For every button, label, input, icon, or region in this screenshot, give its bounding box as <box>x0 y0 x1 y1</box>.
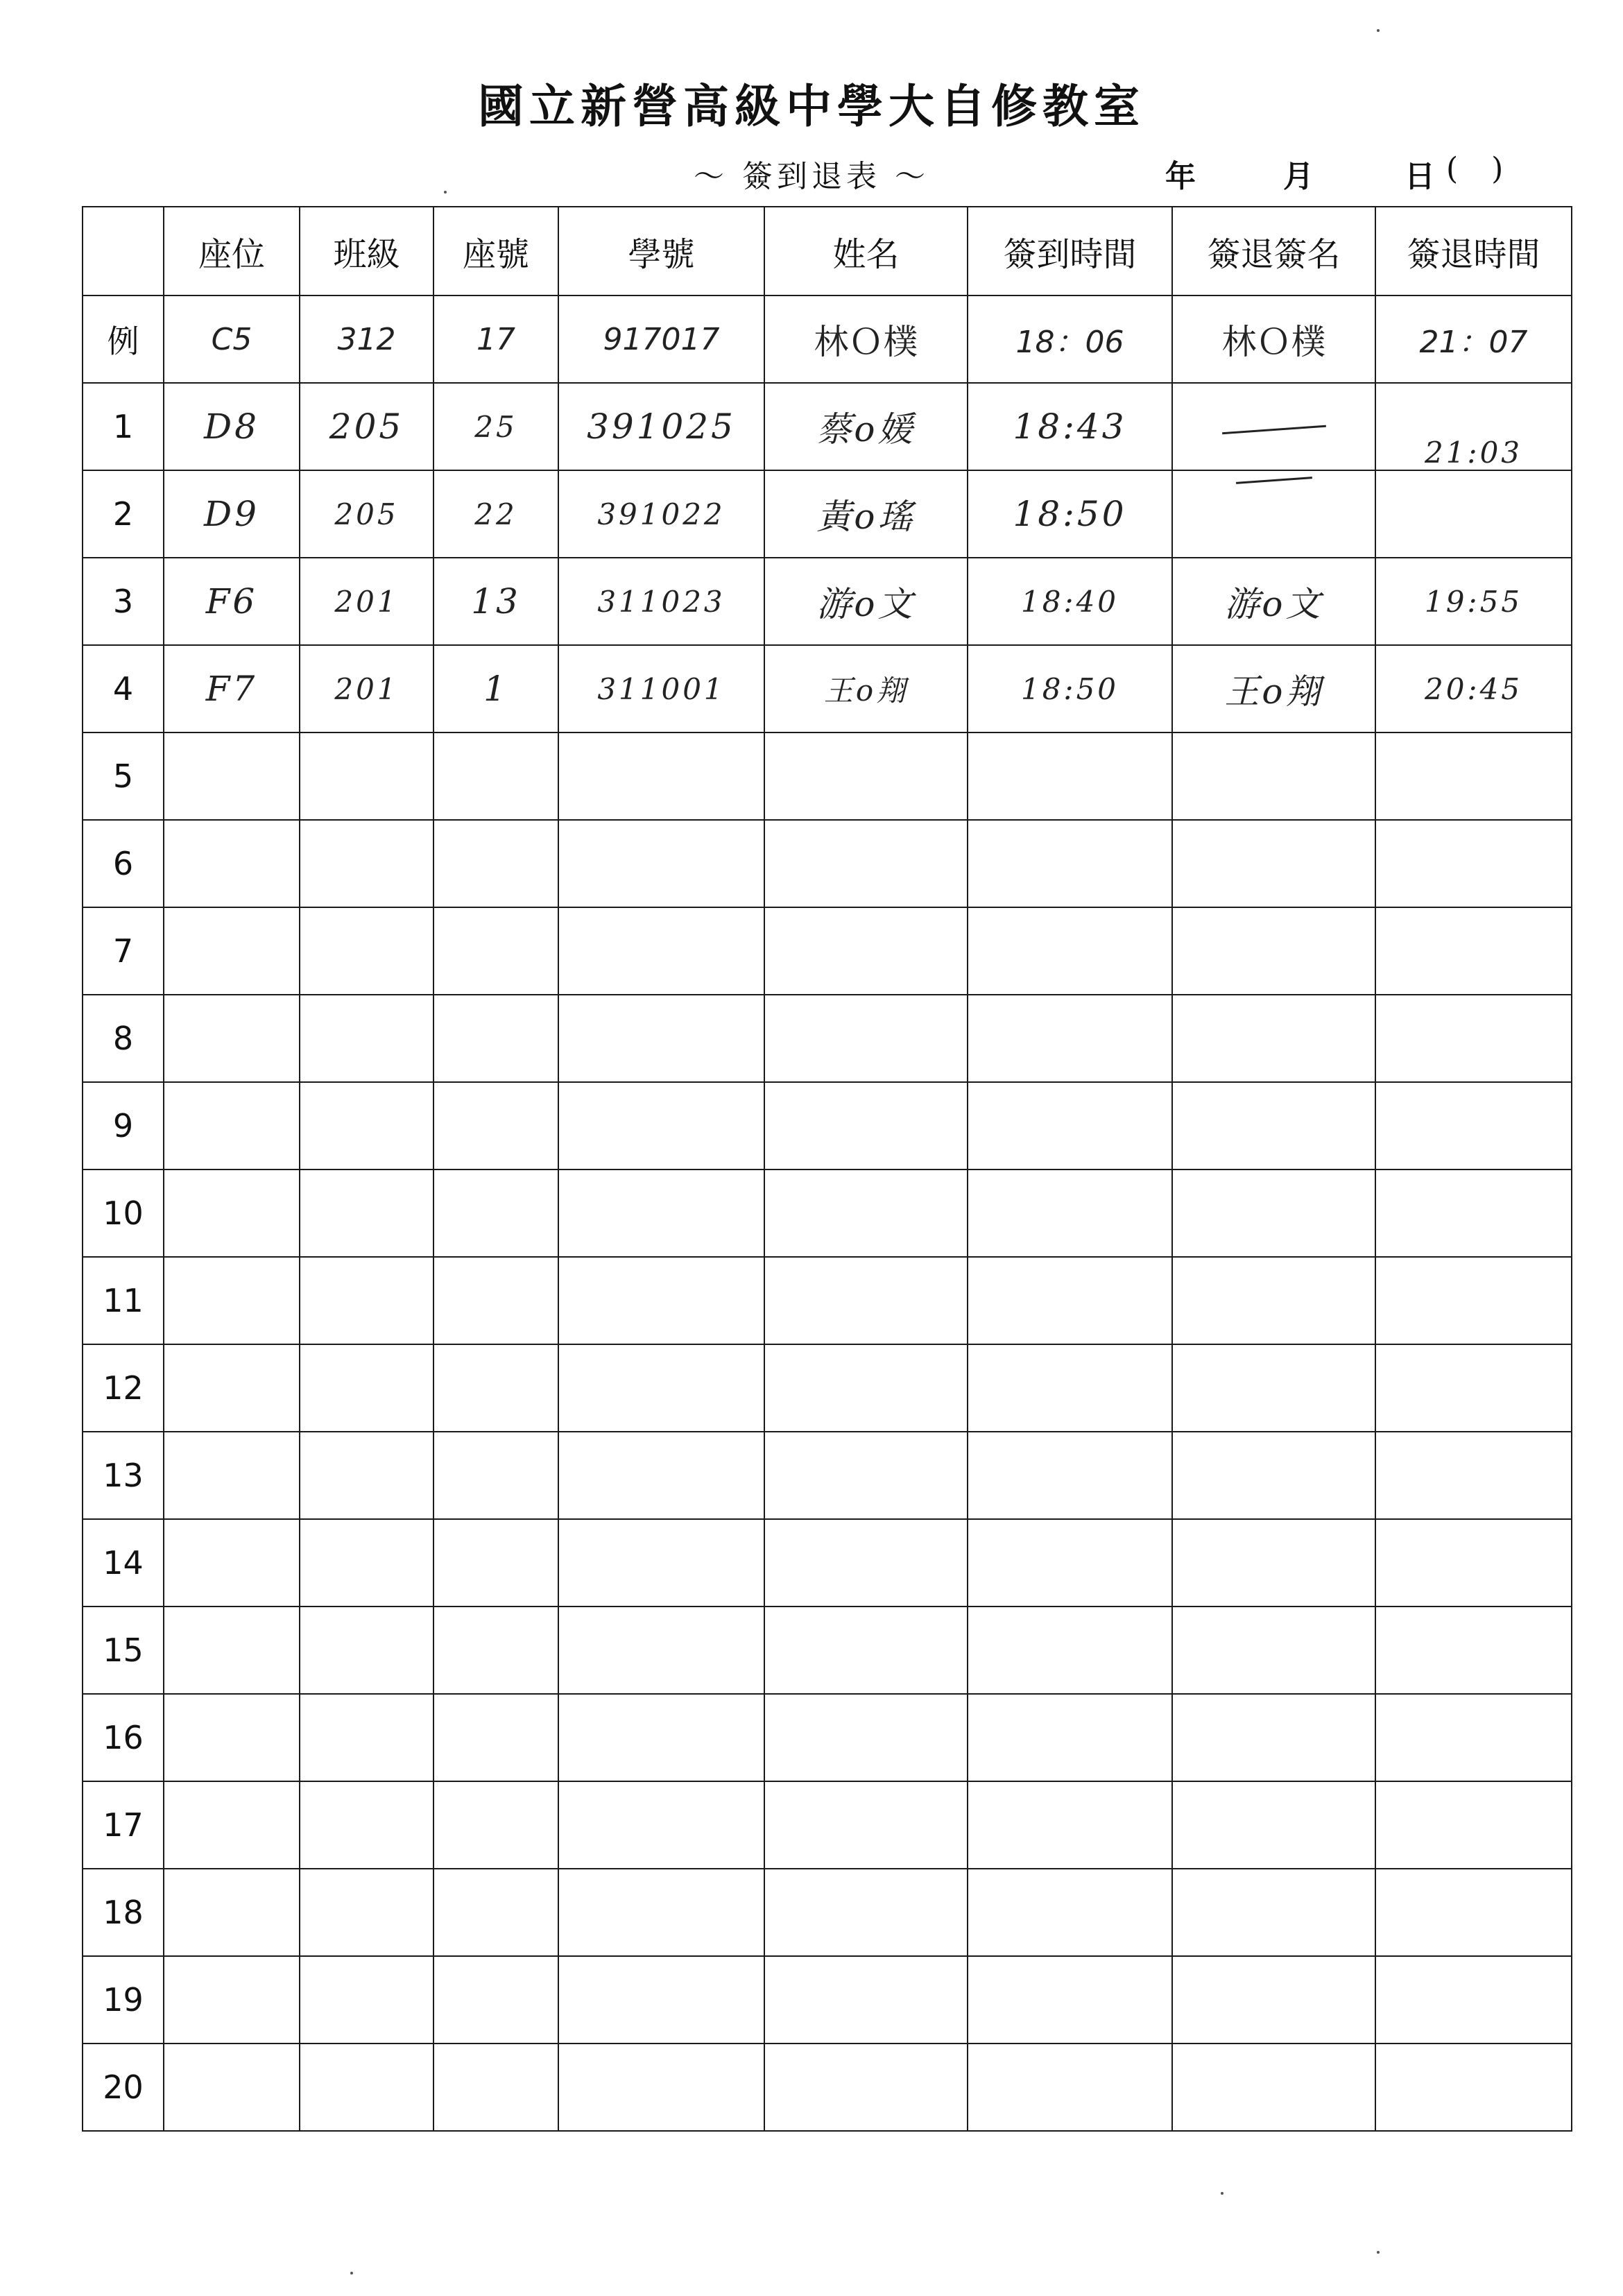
table-row <box>83 1519 1572 1607</box>
class-cell <box>300 1694 433 1781</box>
table-row <box>83 995 1572 1082</box>
checkout-time-cell <box>1375 470 1572 558</box>
example-checkin: 18：06 <box>968 295 1172 383</box>
checkout-time-cell <box>1375 733 1572 820</box>
checkout-sign-cell <box>1172 1781 1375 1869</box>
table-row <box>83 1257 1572 1344</box>
student-id-cell: 391025 <box>558 383 764 470</box>
row-number: 6 <box>83 820 164 907</box>
name-cell <box>764 1257 968 1344</box>
name-cell <box>764 1170 968 1257</box>
example-label: 例 <box>83 295 164 383</box>
row-number: 13 <box>83 1432 164 1519</box>
student-id-cell: 311001 <box>558 645 764 733</box>
table-row <box>83 820 1572 907</box>
checkout-time-cell <box>1375 1519 1572 1607</box>
seat-cell <box>164 1607 300 1694</box>
checkout-sign-cell <box>1172 1170 1375 1257</box>
class-cell <box>300 1082 433 1170</box>
checkout-time-cell: 19:55 <box>1375 558 1572 645</box>
class-cell: 205 <box>300 383 433 470</box>
header-checkout-time: 簽退時間 <box>1375 207 1572 295</box>
seat-cell <box>164 1082 300 1170</box>
example-checkout-sign: 林Ｏ樸 <box>1172 295 1375 383</box>
table-row <box>83 1694 1572 1781</box>
example-name: 林Ｏ樸 <box>764 295 968 383</box>
seat-cell <box>164 995 300 1082</box>
seat-no-cell: 1 <box>433 645 558 733</box>
class-cell <box>300 2044 433 2131</box>
student-id-cell <box>558 907 764 995</box>
checkout-sign-cell <box>1172 995 1375 1082</box>
signin-table <box>82 206 1572 2132</box>
class-cell <box>300 1869 433 1956</box>
checkin-cell <box>968 733 1172 820</box>
seat-no-cell <box>433 1432 558 1519</box>
row-number: 15 <box>83 1607 164 1694</box>
checkin-cell <box>968 1257 1172 1344</box>
header-student-id: 學號 <box>558 207 764 295</box>
signature-stroke <box>1236 477 1312 484</box>
scan-speck <box>1377 29 1380 32</box>
checkout-time-cell <box>1375 1170 1572 1257</box>
seat-cell: D8 <box>164 383 300 470</box>
row-number: 12 <box>83 1344 164 1432</box>
date-month-label: 月 <box>1283 159 1314 194</box>
checkout-sign-cell <box>1172 2044 1375 2131</box>
seat-cell: F7 <box>164 645 300 733</box>
name-cell: 王o翔 <box>764 645 968 733</box>
student-id-cell <box>558 1607 764 1694</box>
checkout-time-cell <box>1375 995 1572 1082</box>
class-cell: 201 <box>300 558 433 645</box>
example-row <box>83 295 1572 383</box>
checkout-sign-cell <box>1172 1956 1375 2044</box>
table-row <box>83 1170 1572 1257</box>
signature-stroke <box>1222 425 1326 434</box>
student-id-cell: 391022 <box>558 470 764 558</box>
class-cell: 205 <box>300 470 433 558</box>
table-row <box>83 1432 1572 1519</box>
row-number: 8 <box>83 995 164 1082</box>
page-title: 國立新營高級中學大自修教室 <box>478 79 1145 133</box>
seat-cell <box>164 733 300 820</box>
row-number: 3 <box>83 558 164 645</box>
table-row <box>83 2044 1572 2131</box>
seat-no-cell <box>433 820 558 907</box>
table-row <box>83 1956 1572 2044</box>
checkout-sign-cell <box>1172 1607 1375 1694</box>
checkout-sign-cell <box>1172 1432 1375 1519</box>
seat-no-cell <box>433 1694 558 1781</box>
class-cell <box>300 733 433 820</box>
seat-cell <box>164 1781 300 1869</box>
seat-no-cell: 25 <box>433 383 558 470</box>
checkout-time-cell <box>1375 1781 1572 1869</box>
student-id-cell <box>558 2044 764 2131</box>
seat-no-cell <box>433 995 558 1082</box>
student-id-cell <box>558 1519 764 1607</box>
seat-cell: F6 <box>164 558 300 645</box>
example-checkout-time: 21：07 <box>1375 295 1572 383</box>
checkin-cell: 18:40 <box>968 558 1172 645</box>
checkout-time-cell <box>1375 1082 1572 1170</box>
checkout-time-cell <box>1375 1694 1572 1781</box>
name-cell <box>764 733 968 820</box>
checkout-sign-cell <box>1172 1257 1375 1344</box>
row-number: 11 <box>83 1257 164 1344</box>
student-id-cell <box>558 1781 764 1869</box>
name-cell: 黃o瑤 <box>764 470 968 558</box>
table-row <box>83 558 1572 645</box>
table-row <box>83 1082 1572 1170</box>
checkout-time-cell <box>1375 2044 1572 2131</box>
checkout-sign-cell <box>1172 1519 1375 1607</box>
class-cell <box>300 1607 433 1694</box>
seat-cell <box>164 1956 300 2044</box>
header-name: 姓名 <box>764 207 968 295</box>
name-cell <box>764 1519 968 1607</box>
name-cell <box>764 907 968 995</box>
checkin-cell <box>968 1869 1172 1956</box>
checkout-sign-cell <box>1172 470 1375 558</box>
student-id-cell <box>558 1956 764 2044</box>
seat-cell <box>164 820 300 907</box>
scan-speck <box>350 2272 353 2274</box>
seat-no-cell <box>433 733 558 820</box>
checkout-sign-cell <box>1172 383 1375 470</box>
name-cell <box>764 1869 968 1956</box>
seat-cell <box>164 1344 300 1432</box>
student-id-cell <box>558 1344 764 1432</box>
student-id-cell <box>558 1082 764 1170</box>
row-number: 7 <box>83 907 164 995</box>
seat-no-cell <box>433 1257 558 1344</box>
class-cell <box>300 1956 433 2044</box>
checkout-time-cell: 21:03 <box>1375 383 1572 470</box>
name-cell <box>764 1607 968 1694</box>
row-number: 14 <box>83 1519 164 1607</box>
seat-no-cell <box>433 2044 558 2131</box>
checkout-time-cell <box>1375 1956 1572 2044</box>
name-cell <box>764 1956 968 2044</box>
table-row <box>83 470 1572 558</box>
header-checkout-sign: 簽退簽名 <box>1172 207 1375 295</box>
example-seat: C5 <box>164 295 300 383</box>
checkout-time-cell <box>1375 1257 1572 1344</box>
header-seat-no: 座號 <box>433 207 558 295</box>
checkin-cell <box>968 1694 1172 1781</box>
checkout-time-cell <box>1375 820 1572 907</box>
class-cell <box>300 1781 433 1869</box>
checkin-cell: 18:50 <box>968 645 1172 733</box>
checkin-cell <box>968 1432 1172 1519</box>
header-class: 班級 <box>300 207 433 295</box>
table-row <box>83 645 1572 733</box>
table-row <box>83 383 1572 470</box>
seat-cell <box>164 1432 300 1519</box>
name-cell <box>764 1432 968 1519</box>
seat-cell <box>164 1869 300 1956</box>
checkout-time-cell <box>1375 907 1572 995</box>
row-number: 17 <box>83 1781 164 1869</box>
name-cell: 游o文 <box>764 558 968 645</box>
class-cell <box>300 820 433 907</box>
checkout-sign-cell <box>1172 1344 1375 1432</box>
seat-no-cell <box>433 1781 558 1869</box>
seat-no-cell <box>433 1344 558 1432</box>
class-cell <box>300 907 433 995</box>
row-number: 1 <box>83 383 164 470</box>
date-weekday-paren: () <box>1446 151 1537 187</box>
class-cell <box>300 995 433 1082</box>
seat-no-cell <box>433 1170 558 1257</box>
class-cell <box>300 1432 433 1519</box>
example-student-id: 917017 <box>558 295 764 383</box>
seat-cell <box>164 1257 300 1344</box>
checkout-time-cell <box>1375 1344 1572 1432</box>
table-row <box>83 1781 1572 1869</box>
table-row <box>83 907 1572 995</box>
seat-no-cell: 13 <box>433 558 558 645</box>
checkin-cell <box>968 995 1172 1082</box>
checkin-cell: 18:43 <box>968 383 1172 470</box>
name-cell <box>764 820 968 907</box>
seat-cell <box>164 2044 300 2131</box>
date-day-label: 日 <box>1405 159 1435 194</box>
checkin-cell <box>968 1344 1172 1432</box>
form-subtitle: ～ 簽到退表 ～ <box>694 159 929 194</box>
table-row <box>83 1869 1572 1956</box>
row-number: 20 <box>83 2044 164 2131</box>
checkout-sign-cell <box>1172 1694 1375 1781</box>
student-id-cell <box>558 820 764 907</box>
checkin-cell <box>968 1170 1172 1257</box>
example-seat-no: 17 <box>433 295 558 383</box>
seat-no-cell <box>433 1519 558 1607</box>
seat-no-cell <box>433 1956 558 2044</box>
checkout-time-cell <box>1375 1869 1572 1956</box>
header-seat: 座位 <box>164 207 300 295</box>
student-id-cell <box>558 733 764 820</box>
row-number: 18 <box>83 1869 164 1956</box>
row-number: 10 <box>83 1170 164 1257</box>
seat-no-cell <box>433 907 558 995</box>
checkout-sign-cell: 王o翔 <box>1172 645 1375 733</box>
name-cell: 蔡o媛 <box>764 383 968 470</box>
class-cell <box>300 1257 433 1344</box>
example-class: 312 <box>300 295 433 383</box>
checkin-cell <box>968 820 1172 907</box>
table-row <box>83 733 1572 820</box>
checkin-cell <box>968 1956 1172 2044</box>
table-row <box>83 1607 1572 1694</box>
checkout-sign-cell <box>1172 1082 1375 1170</box>
class-cell: 201 <box>300 645 433 733</box>
row-number: 9 <box>83 1082 164 1170</box>
checkout-sign-cell <box>1172 733 1375 820</box>
checkout-time-cell <box>1375 1432 1572 1519</box>
class-cell <box>300 1519 433 1607</box>
checkin-cell <box>968 1082 1172 1170</box>
scan-speck <box>1221 2192 1223 2195</box>
class-cell <box>300 1344 433 1432</box>
row-number: 19 <box>83 1956 164 2044</box>
scan-speck <box>1377 2251 1380 2254</box>
name-cell <box>764 1694 968 1781</box>
checkin-cell <box>968 907 1172 995</box>
checkin-cell <box>968 1781 1172 1869</box>
checkin-cell <box>968 1607 1172 1694</box>
name-cell <box>764 995 968 1082</box>
seat-cell <box>164 1694 300 1781</box>
class-cell <box>300 1170 433 1257</box>
student-id-cell <box>558 1170 764 1257</box>
student-id-cell <box>558 1257 764 1344</box>
name-cell <box>764 2044 968 2131</box>
seat-no-cell: 22 <box>433 470 558 558</box>
seat-cell <box>164 1170 300 1257</box>
row-number: 4 <box>83 645 164 733</box>
student-id-cell: 311023 <box>558 558 764 645</box>
seat-no-cell <box>433 1607 558 1694</box>
table-row <box>83 1344 1572 1432</box>
student-id-cell <box>558 1694 764 1781</box>
checkout-time-cell <box>1375 1607 1572 1694</box>
header-row <box>83 207 1572 295</box>
seat-no-cell <box>433 1082 558 1170</box>
student-id-cell <box>558 995 764 1082</box>
row-number: 16 <box>83 1694 164 1781</box>
scan-speck <box>444 191 447 194</box>
seat-no-cell <box>433 1869 558 1956</box>
header-checkin-time: 簽到時間 <box>968 207 1172 295</box>
row-number: 5 <box>83 733 164 820</box>
checkout-sign-cell <box>1172 1869 1375 1956</box>
student-id-cell <box>558 1432 764 1519</box>
header-index <box>83 207 164 295</box>
seat-cell <box>164 1519 300 1607</box>
checkout-time-cell: 20:45 <box>1375 645 1572 733</box>
seat-cell <box>164 907 300 995</box>
student-id-cell <box>558 1869 764 1956</box>
checkin-cell: 18:50 <box>968 470 1172 558</box>
checkin-cell <box>968 1519 1172 1607</box>
checkout-sign-cell <box>1172 907 1375 995</box>
name-cell <box>764 1781 968 1869</box>
name-cell <box>764 1344 968 1432</box>
checkin-cell <box>968 2044 1172 2131</box>
checkout-sign-cell: 游o文 <box>1172 558 1375 645</box>
name-cell <box>764 1082 968 1170</box>
checkout-sign-cell <box>1172 820 1375 907</box>
row-number: 2 <box>83 470 164 558</box>
seat-cell: D9 <box>164 470 300 558</box>
date-year-label: 年 <box>1165 159 1196 194</box>
